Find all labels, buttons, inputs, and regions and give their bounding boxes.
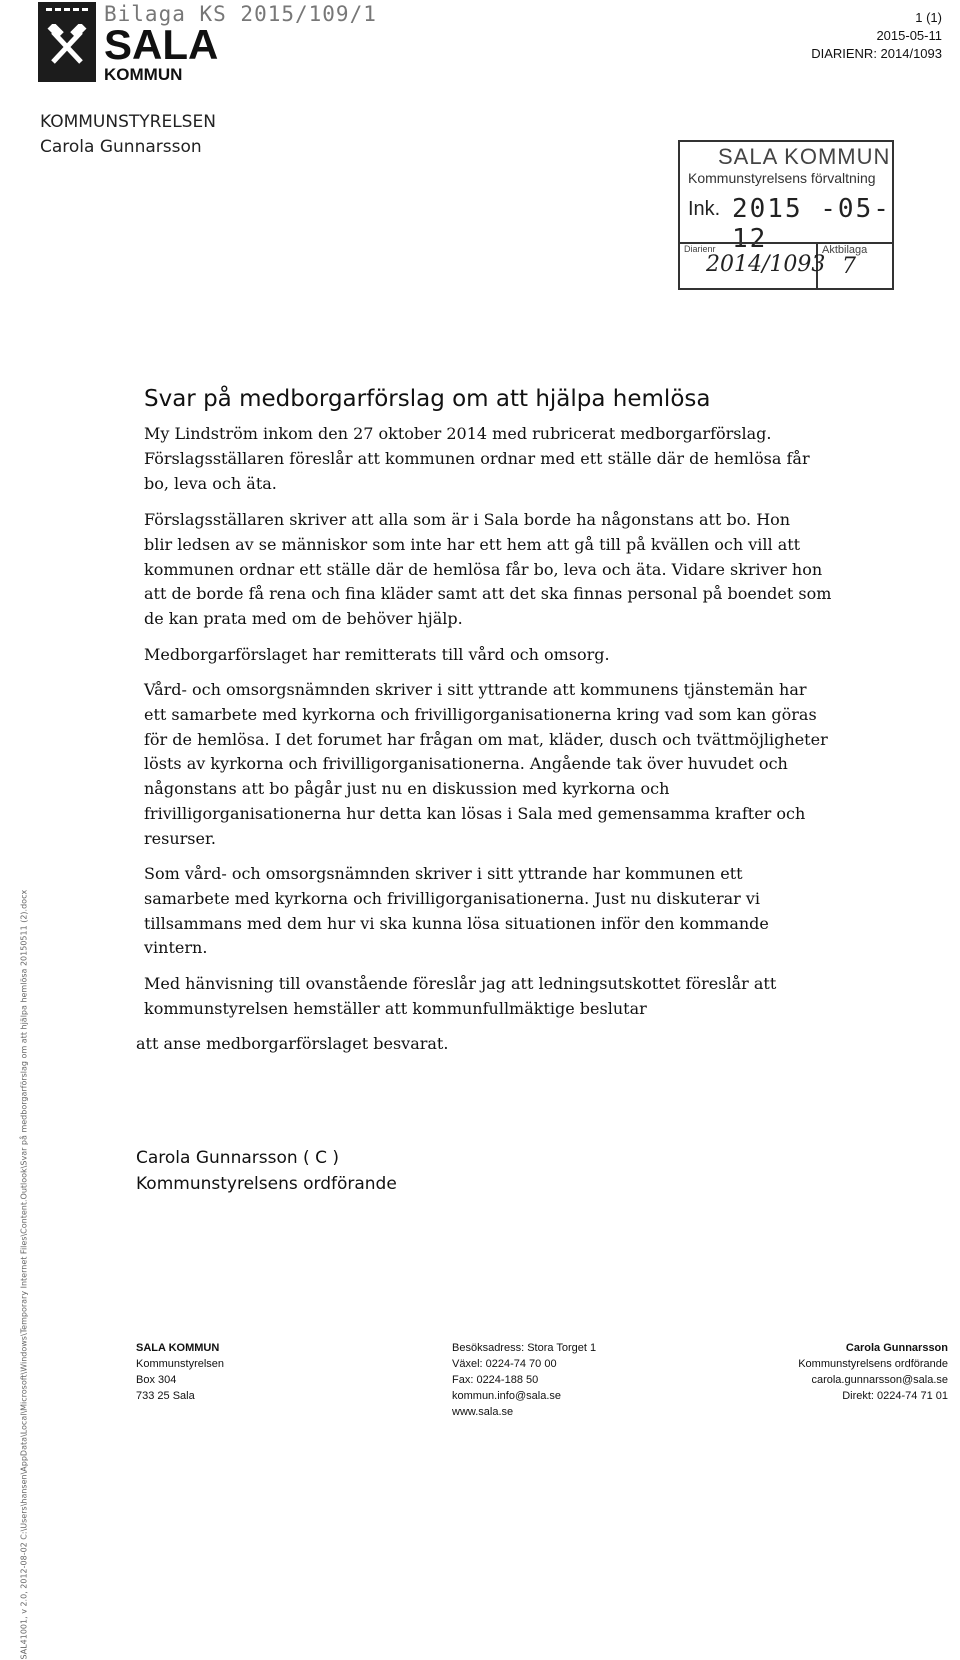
signature-role: Kommunstyrelsens ordförande bbox=[136, 1174, 397, 1194]
text-line: lösts av kyrkorna och frivilligorganisationerna. Angående tak över huvudet och bbox=[144, 754, 788, 774]
text-line: Med hänvisning till ovanstående föreslår jag att ledningsutskottet föreslår att bbox=[144, 974, 777, 993]
diary-number: DIARIENR: 2014/1093 bbox=[811, 46, 942, 61]
attachment-label: Bilaga KS 2015/109/1 bbox=[104, 2, 377, 26]
footer-contact bbox=[452, 1340, 596, 1420]
stamp-inkom-label: Ink. bbox=[688, 198, 721, 220]
stamp-aktbilaga-label: Aktbilaga bbox=[822, 244, 868, 256]
footer-line: Besöksadress: Stora Torget 1 bbox=[452, 1342, 597, 1354]
text-line: att anse medborgarförslaget besvarat. bbox=[136, 1034, 449, 1053]
document-date: 2015-05-11 bbox=[876, 28, 942, 43]
text-line: resurser. bbox=[144, 828, 216, 848]
paragraph-1 bbox=[144, 422, 854, 496]
footer-line: Kommunstyrelsen bbox=[136, 1358, 225, 1370]
paragraph-decision bbox=[136, 1032, 846, 1057]
page-number: 1 (1) bbox=[915, 10, 942, 25]
text-line: Förslagsställaren skriver att alla som är i Sala borde ha någonstans att bo. Hon bbox=[144, 510, 791, 529]
crown-icon bbox=[46, 8, 88, 17]
text-line: de kan prata med om de behöver hjälp. bbox=[144, 609, 463, 629]
text-line: ett samarbete med kyrkorna och frivilligorganisationerna kring vad som kan göras bbox=[144, 704, 817, 724]
text-line: att de borde få rena och fina kläder samt att det ska finnas personal på boendet som bbox=[144, 584, 832, 604]
footer-line: Växel: 0224-74 70 00 bbox=[452, 1358, 557, 1370]
signature-name: Carola Gunnarsson ( C ) bbox=[136, 1148, 339, 1168]
footer-email: carola.gunnarsson@sala.se bbox=[811, 1374, 948, 1386]
paragraph-3 bbox=[144, 643, 854, 668]
paragraph-2 bbox=[144, 508, 854, 632]
paragraph-6 bbox=[144, 972, 854, 1022]
footer-signatory bbox=[798, 1340, 948, 1404]
stamp-title: SALA KOMMUN bbox=[718, 144, 891, 169]
logo-name: SALA bbox=[104, 21, 219, 68]
author: Carola Gunnarsson bbox=[40, 137, 202, 157]
text-line: kommunstyrelsen hemställer att kommunfullmäktige beslutar bbox=[144, 998, 647, 1018]
text-line: bo, leva och äta. bbox=[144, 473, 277, 493]
stamp-aktbilaga: 7 bbox=[842, 254, 856, 279]
stamp-date: 2015 -05- 12 bbox=[732, 194, 891, 254]
footer-line: 733 25 Sala bbox=[136, 1390, 195, 1402]
text-line: My Lindström inkom den 27 oktober 2014 med rubricerat medborgarförslag. bbox=[144, 424, 772, 443]
text-line: Som vård- och omsorgsnämnden skriver i sitt yttrande har kommunen ett bbox=[144, 864, 743, 883]
text-line: vintern. bbox=[144, 938, 208, 958]
footer-email: kommun.info@sala.se bbox=[452, 1390, 561, 1402]
text-line: Vård- och omsorgsnämnden skriver i sitt yttrande att kommunens tjänstemän har bbox=[144, 680, 807, 699]
text-line: frivilligorganisationerna hur detta kan lösas i Sala med gemensamma krafter och bbox=[144, 803, 806, 823]
document-title: Svar på medborgarförslag om att hjälpa hemlösa bbox=[144, 386, 711, 412]
stamp-diarienr-label: Diarienr bbox=[684, 244, 716, 254]
text-line: någonstans att bo pågår just nu en diskussion med kyrkorna och bbox=[144, 779, 670, 799]
footer-line: Kommunstyrelsens ordförande bbox=[798, 1358, 948, 1370]
received-stamp bbox=[678, 140, 894, 290]
text-line: samarbete med kyrkorna och frivilligorganisationerna. Just nu diskuterar vi bbox=[144, 888, 761, 908]
text-line: tillsammans med dem hur vi ska kunna lösa situationen inför den kommande bbox=[144, 913, 769, 933]
organization: KOMMUNSTYRELSEN bbox=[40, 112, 216, 132]
sala-kommun-logo bbox=[38, 2, 96, 82]
stamp-subtitle: Kommunstyrelsens förvaltning bbox=[688, 170, 876, 186]
file-path-margin: SAL41001, v 2.0, 2012-08-02 C:\Users\hansen\AppData\Local\Microsoft\Windows\Temporary Internet Files\Content.Outlook\Svar på medborgarförslag om att hjälpa hemlösa 20150511 (2).docx bbox=[19, 889, 29, 1660]
text-line: Medborgarförslaget har remitterats till vård och omsorg. bbox=[144, 645, 610, 664]
paragraph-5 bbox=[144, 862, 854, 961]
text-line: för de hemlösa. I det forumet har frågan om mat, kläder, dusch och tvättmöjligheter bbox=[144, 729, 828, 749]
stamp-diarienr: 2014/1093 bbox=[706, 252, 826, 277]
footer-line: Fax: 0224-188 50 bbox=[452, 1374, 539, 1386]
footer-org: SALA KOMMUN bbox=[136, 1342, 220, 1354]
footer-address bbox=[136, 1340, 224, 1404]
footer-website: www.sala.se bbox=[452, 1406, 514, 1418]
footer-line: Carola Gunnarsson bbox=[845, 1342, 948, 1354]
paragraph-4 bbox=[144, 678, 854, 852]
logo-subtitle: KOMMUN bbox=[104, 65, 183, 84]
footer-line: Box 304 bbox=[136, 1374, 177, 1386]
footer-phone: Direkt: 0224-74 71 01 bbox=[842, 1390, 948, 1402]
text-line: kommunen ordnar ett ställe där de hemlösa får bo, leva och äta. Vidare skriver hon bbox=[144, 559, 823, 579]
text-line: Förslagsställaren föreslår att kommunen ordnar med ett ställe där de hemlösa får bbox=[144, 448, 810, 468]
crossed-hammers-icon bbox=[47, 24, 87, 66]
text-line: blir ledsen av se människor som inte har ett hem att gå till på kvällen och vill att bbox=[144, 534, 801, 554]
